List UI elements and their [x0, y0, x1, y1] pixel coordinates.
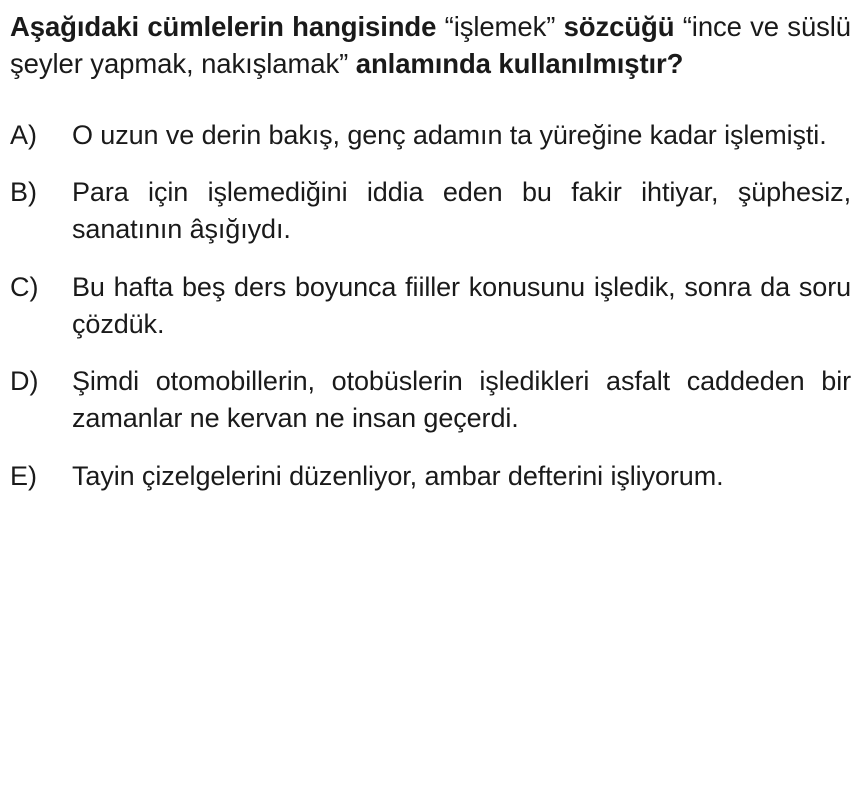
question-stem — [10, 8, 851, 83]
option-label: E) — [10, 460, 37, 491]
option-c[interactable] — [10, 269, 851, 344]
option-b[interactable] — [10, 174, 851, 249]
option-label: A) — [10, 119, 37, 150]
option-text: Tayin çizelgelerini düzenliyor, ambar defterini işliyorum. — [72, 460, 724, 491]
option-label: D) — [10, 366, 39, 397]
stem-segment-bold-3: anlamında kullanılmıştır? — [355, 48, 684, 80]
stem-segment-bold-2: sözcüğü — [563, 11, 675, 42]
option-text: Şimdi otomobillerin, otobüslerin işledikleri asfalt caddeden bir zamanlar ne kervan ne insan geçerdi. — [72, 366, 851, 434]
stem-segment-bold-1: Aşağıdaki cümlelerin hangisinde — [10, 11, 437, 42]
option-text: Bu hafta beş ders boyunca fiiller konusunu işledik, sonra da soru çözdük. — [72, 271, 851, 339]
stem-segment-quote-1: “işlemek” — [444, 11, 556, 42]
option-label: B) — [10, 177, 37, 208]
option-e[interactable] — [10, 458, 851, 495]
stem-segment-quote-2: “ince ve süslü şeyler yapmak, nakışlamak” — [10, 11, 852, 80]
option-label: C) — [10, 271, 39, 302]
option-a[interactable] — [10, 117, 851, 154]
options-list — [10, 117, 851, 495]
option-text: O uzun ve derin bakış, genç adamın ta yüreğine kadar işlemişti. — [72, 119, 827, 150]
option-d[interactable] — [10, 363, 851, 438]
option-text: Para için işlemediğini iddia eden bu fakir ihtiyar, şüphesiz, sanatının âşığıydı. — [72, 177, 851, 245]
